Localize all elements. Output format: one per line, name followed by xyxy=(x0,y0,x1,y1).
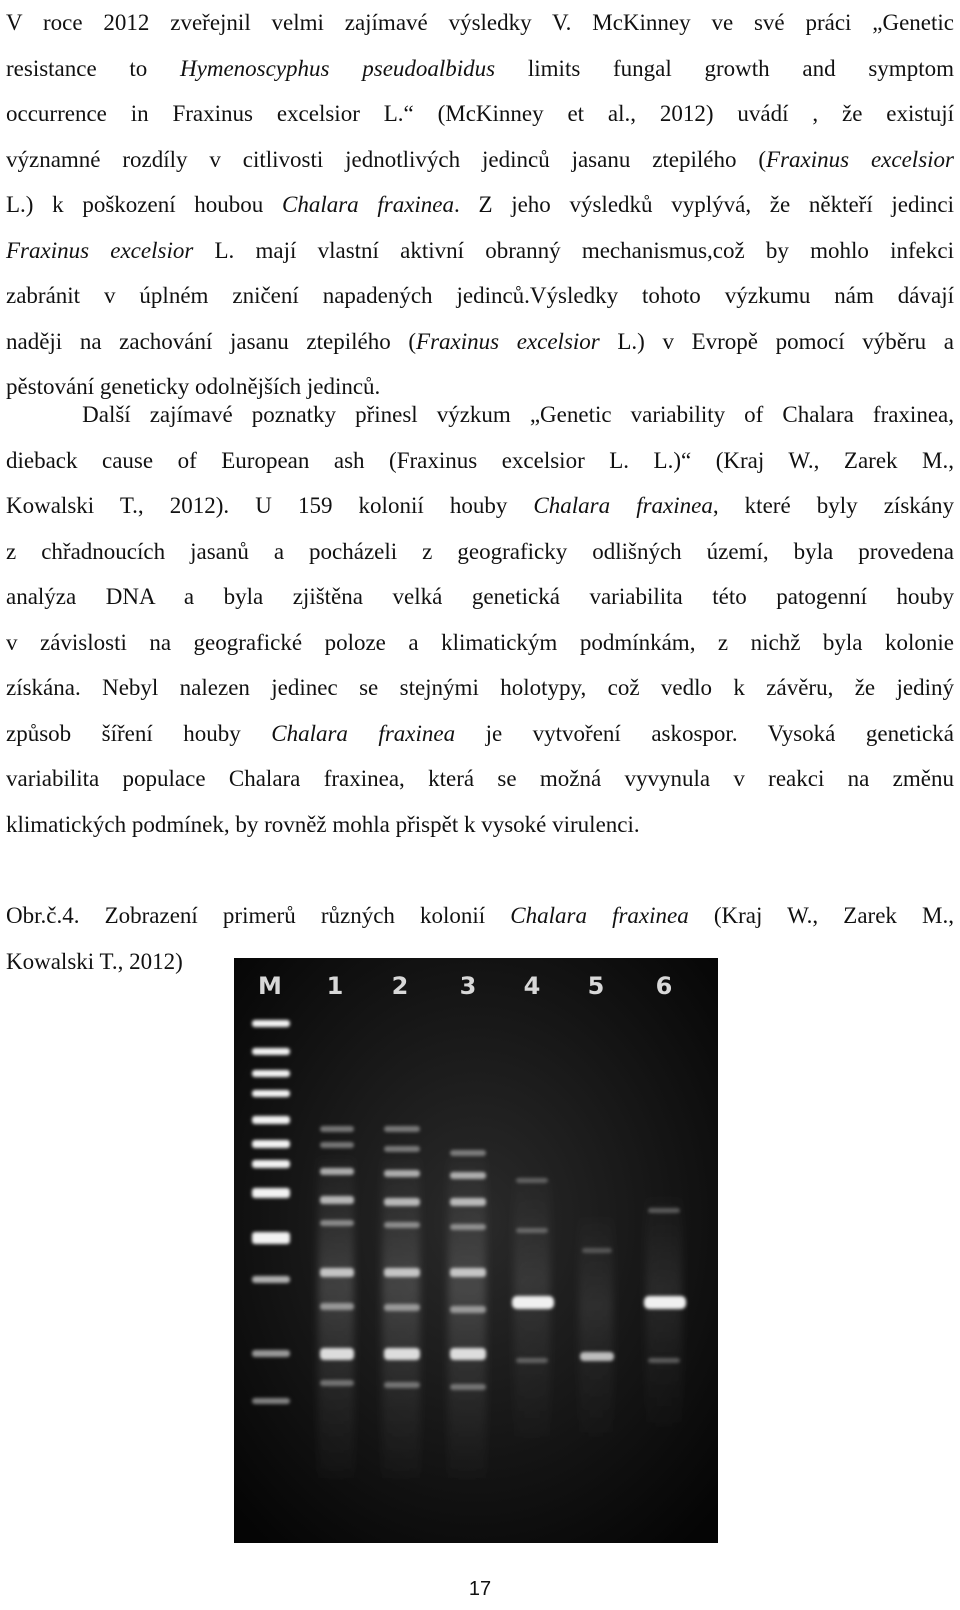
text-line xyxy=(6,392,954,438)
italic-term: Fraxinus excelsior xyxy=(416,328,600,354)
text-line xyxy=(6,711,954,757)
text-run: L. mají vlastní aktivní obranný mechanismus,což by mohlo infekci xyxy=(193,237,954,263)
text-run: resistance to xyxy=(6,55,181,81)
text-line xyxy=(6,665,954,711)
lane-label: 1 xyxy=(326,972,344,1000)
text-line xyxy=(6,182,954,228)
italic-term: Chalara fraxinea xyxy=(510,903,689,928)
text-run: L.) k poškození houbou xyxy=(6,192,282,217)
lane-label: M xyxy=(258,972,282,1000)
italic-term: Fraxinus excelsior xyxy=(766,146,954,172)
text-run: variabilita populace Chalara fraxinea, která se možná vyvynula v reakci na změnu xyxy=(6,766,954,791)
text-run: V roce 2012 zveřejnil velmi zajímavé výsledky V. McKinney ve své práci „Genetic xyxy=(6,10,954,35)
lane-label: 3 xyxy=(459,972,477,1000)
text-line xyxy=(6,802,954,848)
text-line xyxy=(6,620,954,666)
text-run: v závislosti na geografické poloze a klimatickým podmínkám, z nichž byla kolonie xyxy=(6,629,954,655)
paragraph-mckinney xyxy=(6,0,954,410)
text-line xyxy=(6,273,954,319)
lane-label: 4 xyxy=(523,972,541,1000)
paragraph-kraj xyxy=(6,392,954,847)
text-line xyxy=(6,91,954,137)
text-line xyxy=(6,893,954,939)
text-run: Obr.č.4. Zobrazení primerů různých kolonií xyxy=(6,903,511,928)
text-run: Kowalski T., 2012). U 159 kolonií houby xyxy=(6,493,534,518)
lane-label: 5 xyxy=(587,972,605,1000)
text-line xyxy=(6,319,954,365)
text-run: zabránit v úplném zničení napadených jedinců.Výsledky tohoto výzkumu nám dávají xyxy=(6,283,954,308)
text-line xyxy=(6,756,954,802)
text-run: získána. Nebyl nalezen jedinec se stejnými holotypy, což vedlo k závěru, že jediný xyxy=(6,675,954,700)
text-line xyxy=(6,529,954,575)
text-line xyxy=(6,574,954,620)
text-line xyxy=(6,228,954,274)
lane-label: 6 xyxy=(655,972,673,1000)
text-run: je vytvoření askospor. Vysoká genetická xyxy=(455,720,954,746)
italic-term: Chalara fraxinea xyxy=(281,192,455,217)
text-run: limits fungal growth and symptom xyxy=(495,55,954,81)
text-run: L.) v Evropě pomocí výběru a xyxy=(599,328,954,354)
text-run: Kowalski T., 2012) xyxy=(6,948,183,974)
text-run: (Kraj W., Zarek M., xyxy=(688,903,954,928)
text-line xyxy=(6,438,954,484)
text-run: analýza DNA a byla zjištěna velká genetická variabilita této patogenní houby xyxy=(6,584,954,609)
text-run: z chřadnoucích jasanů a pocházeli z geograficky odlišných území, byla provedena xyxy=(6,538,954,564)
italic-term: Chalara fraxinea xyxy=(271,720,456,746)
text-run: způsob šíření houby xyxy=(6,720,272,746)
page-number: 17 xyxy=(468,1578,492,1600)
gel-svg xyxy=(234,958,718,1543)
text-line xyxy=(6,137,954,183)
text-line xyxy=(6,46,954,92)
text-line xyxy=(6,0,954,46)
text-run: occurrence in Fraxinus excelsior L.“ (McKinney et al., 2012) uvádí , že existují xyxy=(6,101,954,126)
italic-term: Fraxinus excelsior xyxy=(6,237,194,263)
lane-label: 2 xyxy=(391,972,409,1000)
text-run: , které byly získány xyxy=(712,493,954,518)
text-run: naději na zachování jasanu ztepilého ( xyxy=(6,328,417,354)
gel-electrophoresis-image xyxy=(234,958,718,1543)
text-run: klimatických podmínek, by rovněž mohla přispět k vysoké virulenci. xyxy=(6,811,640,837)
text-run: dieback cause of European ash (Fraxinus excelsior L. L.)“ (Kraj W., Zarek M., xyxy=(6,447,954,473)
italic-term: Hymenoscyphus pseudoalbidus xyxy=(180,55,496,81)
text-line xyxy=(6,483,954,529)
italic-term: Chalara fraxinea xyxy=(533,493,713,518)
text-run: . Z jeho výsledků vyplývá, že někteří jedinci xyxy=(454,192,954,217)
text-run: pěstování geneticky odolnějších jedinců. xyxy=(6,374,381,399)
text-run: významné rozdíly v citlivosti jednotlivých jedinců jasanu ztepilého ( xyxy=(6,146,767,172)
text-run: Další zajímavé poznatky přinesl výzkum „Genetic variability of Chalara fraxinea, xyxy=(6,402,954,427)
